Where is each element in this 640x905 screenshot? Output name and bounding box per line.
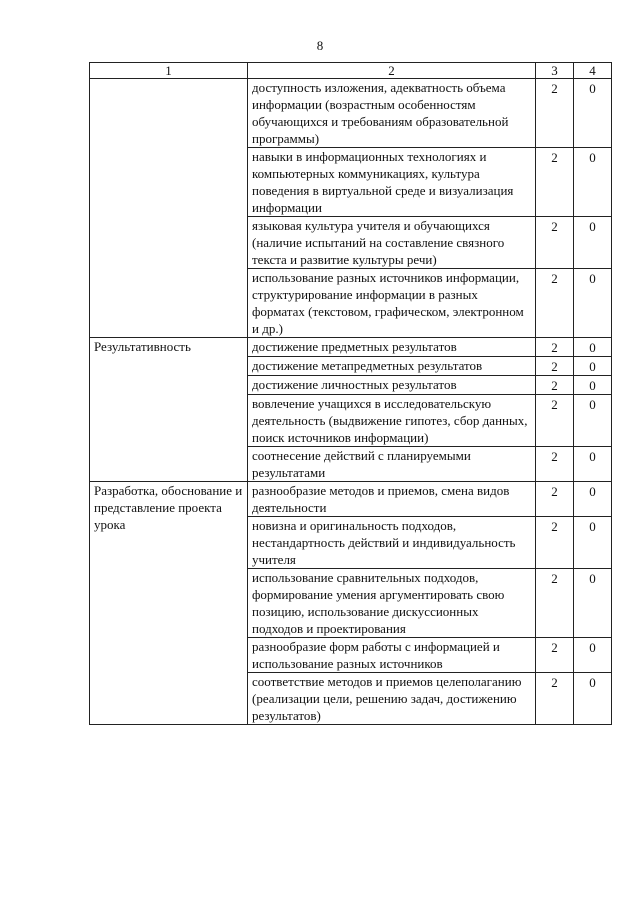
category-cell: Результативность (90, 338, 248, 482)
min-score-cell: 0 (574, 79, 612, 148)
table-row (90, 338, 612, 357)
max-score-cell: 2 (536, 673, 574, 725)
criterion-cell: соотнесение действий с планируемыми результатами (248, 447, 536, 482)
max-score-cell: 2 (536, 376, 574, 395)
header-col-4: 4 (574, 63, 612, 79)
criterion-cell: достижение личностных результатов (248, 376, 536, 395)
criterion-cell: навыки в информационных технологиях и компьютерных коммуникациях, культура поведения в виртуальной среде и визуализация информации (248, 148, 536, 217)
header-col-1: 1 (90, 63, 248, 79)
criterion-cell: использование разных источников информации, структурирование информации в разных форматах (текстовом, графическом, электронном и др.) (248, 269, 536, 338)
criterion-cell: доступность изложения, адекватность объема информации (возрастным особенностям обучающихся и требованиям образовательной программы) (248, 79, 536, 148)
criterion-cell: использование сравнительных подходов, формирование умения аргументировать свою позицию, использование дискуссионных подходов и проектирования (248, 569, 536, 638)
category-cell: Разработка, обоснование и представление проекта урока (90, 482, 248, 725)
min-score-cell: 0 (574, 517, 612, 569)
max-score-cell: 2 (536, 148, 574, 217)
min-score-cell: 0 (574, 447, 612, 482)
min-score-cell: 0 (574, 217, 612, 269)
min-score-cell: 0 (574, 395, 612, 447)
page-number: 8 (316, 38, 324, 53)
min-score-cell: 0 (574, 376, 612, 395)
min-score-cell: 0 (574, 638, 612, 673)
header-col-2: 2 (248, 63, 536, 79)
criterion-cell: вовлечение учащихся в исследовательскую деятельность (выдвижение гипотез, сбор данных, поиск источников информации) (248, 395, 536, 447)
max-score-cell: 2 (536, 482, 574, 517)
criterion-cell: достижение метапредметных результатов (248, 357, 536, 376)
max-score-cell: 2 (536, 338, 574, 357)
table-row (90, 482, 612, 517)
min-score-cell: 0 (574, 269, 612, 338)
criterion-cell: достижение предметных результатов (248, 338, 536, 357)
min-score-cell: 0 (574, 569, 612, 638)
max-score-cell: 2 (536, 638, 574, 673)
criterion-cell: разнообразие методов и приемов, смена видов деятельности (248, 482, 536, 517)
criterion-cell: новизна и оригинальность подходов, нестандартность действий и индивидуальность учителя (248, 517, 536, 569)
min-score-cell: 0 (574, 482, 612, 517)
min-score-cell: 0 (574, 357, 612, 376)
table-row (90, 79, 612, 148)
criterion-cell: разнообразие форм работы с информацией и использование разных источников (248, 638, 536, 673)
max-score-cell: 2 (536, 517, 574, 569)
header-col-3: 3 (536, 63, 574, 79)
max-score-cell: 2 (536, 357, 574, 376)
criteria-table (89, 62, 612, 725)
max-score-cell: 2 (536, 217, 574, 269)
max-score-cell: 2 (536, 447, 574, 482)
max-score-cell: 2 (536, 569, 574, 638)
category-cell (90, 79, 248, 338)
table-header-row (90, 63, 612, 79)
max-score-cell: 2 (536, 395, 574, 447)
max-score-cell: 2 (536, 269, 574, 338)
criterion-cell: языковая культура учителя и обучающихся (наличие испытаний на составление связного текста и развитие культуры речи) (248, 217, 536, 269)
max-score-cell: 2 (536, 79, 574, 148)
min-score-cell: 0 (574, 673, 612, 725)
min-score-cell: 0 (574, 338, 612, 357)
min-score-cell: 0 (574, 148, 612, 217)
criterion-cell: соответствие методов и приемов целеполаганию (реализации цели, решению задач, достижению результатов) (248, 673, 536, 725)
